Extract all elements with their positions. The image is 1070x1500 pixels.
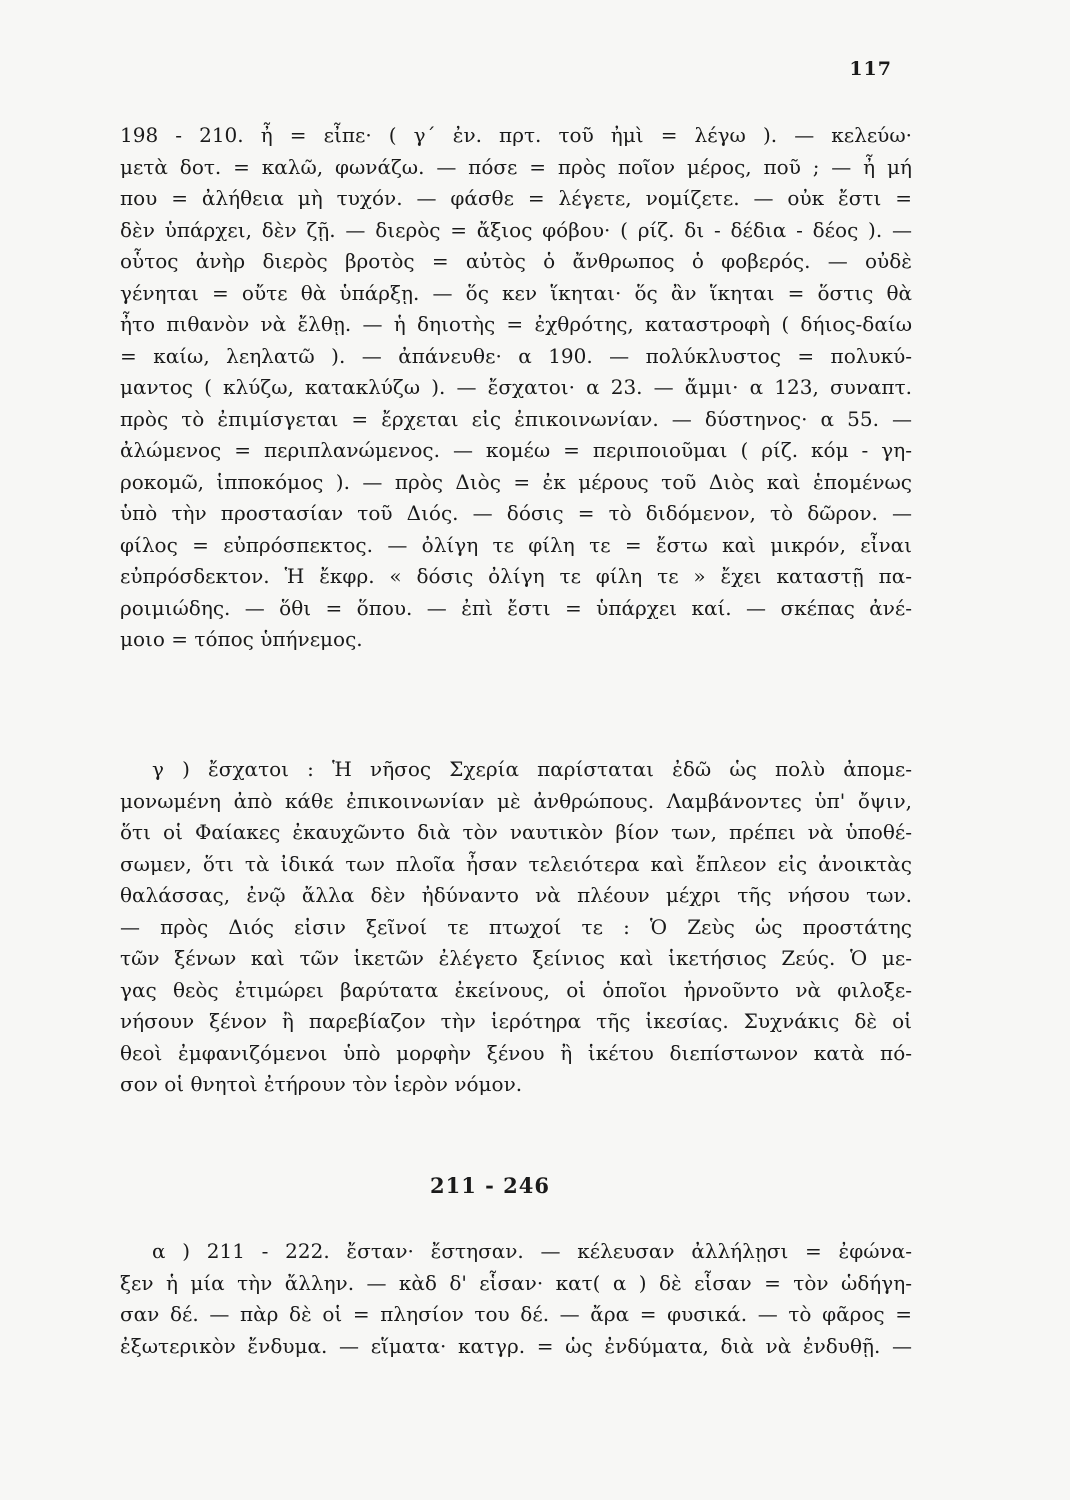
text-line: θεοὶ ἐμφανιζόμενοι ὑπὸ μορφὴν ξένου ἢ ἱκέτου διεπίστωνον κατὰ πό- — [120, 1040, 912, 1065]
text-line: μαντος ( κλύζω, κατακλύζω ). — ἔσχατοι· α 23. — ἄμμι· α 123, συναπτ. — [120, 375, 912, 399]
text-line: ροκομῶ, ἱπποκόμος ). — πρὸς Διὸς = ἐκ μέρους τοῦ Διὸς καὶ ἑπομένως — [120, 469, 912, 494]
text-line: δὲν ὑπάρχει, δὲν ζῇ. — διερὸς = ἄξιος φόβου· ( ρίζ. δι - δέδια - δέος ). — — [120, 217, 912, 242]
text-line: ὑπὸ τὴν προστασίαν τοῦ Διός. — δόσις = τὸ διδόμενον, τὸ δῶρον. — — [120, 501, 912, 525]
commentary-198-210 — [120, 120, 912, 656]
text-line: σον οἱ θνητοὶ ἐτήρουν τὸν ἱερὸν νόμον. — [120, 1072, 523, 1096]
text-line: νήσουν ξένον ἢ παρεβίαζον τὴν ἱερότηρα τῆς ἱκεσίας. Συχνάκις δὲ οἱ — [120, 1009, 912, 1033]
page-number: 117 — [849, 58, 892, 80]
text-line: — πρὸς Διός εἰσιν ξεῖνοί τε πτωχοί τε : Ὁ Ζεὺς ὡς προστάτης — [120, 914, 912, 939]
text-line: α ) 211 - 222. ἔσταν· ἔστησαν. — κέλευσαν ἀλλήλῃσι = ἐφώνα- — [152, 1239, 912, 1263]
text-line: μοιο = τόπος ὑπήνεμος. — [120, 627, 363, 651]
text-line: γένηται = οὔτε θὰ ὑπάρξῃ. — ὅς κεν ἵκηται· ὅς ἂν ἵκηται = ὅστις θὰ — [120, 280, 912, 305]
text-line: ξεν ἡ μία τὴν ἄλλην. — κὰδ δ' εἷσαν· κατ( α ) δὲ εἷσαν = τὸν ὡδήγη- — [120, 1270, 912, 1295]
text-line: 198 - 210. ἦ = εἶπε· ( γ΄ ἐν. πρτ. τοῦ ἠμὶ = λέγω ). — κελεύω· — [120, 123, 912, 147]
commentary-gamma — [120, 754, 912, 1101]
text-line: γας θεὸς ἐτιμώρει βαρύτατα ἐκείνους, οἱ ὁποῖοι ἠρνοῦντο νὰ φιλοξε- — [120, 977, 912, 1002]
text-line: τῶν ξένων καὶ τῶν ἱκετῶν ἐλέγετο ξείνιος καὶ ἱκετήσιος Ζεύς. Ὁ με- — [120, 946, 912, 970]
text-line: μετὰ δοτ. = καλῶ, φωνάζω. — πόσε = πρὸς ποῖον μέρος, ποῦ ; — ἦ μή — [120, 154, 912, 179]
text-line: πρὸς τὸ ἐπιμίσγεται = ἔρχεται εἰς ἐπικοινωνίαν. — δύστηνος· α 55. — — [120, 406, 912, 431]
commentary-211-222 — [120, 1236, 912, 1362]
text-line: ἀλώμενος = περιπλανώμενος. — κομέω = περιποιοῦμαι ( ρίζ. κόμ - γη- — [120, 438, 912, 462]
text-line: ὅτι οἱ Φαίακες ἐκαυχῶντο διὰ τὸν ναυτικὸν βίον των, πρέπει νὰ ὑποθέ- — [120, 820, 912, 844]
text-line: = καίω, λεηλατῶ ). — ἀπάνευθε· α 190. — πολύκλυστος = πολυκύ- — [120, 343, 912, 368]
text-line: εὐπρόσδεκτον. Ἡ ἔκφρ. « δόσις ὀλίγη τε φίλη τε » ἔχει καταστῇ πα- — [120, 564, 912, 588]
text-line: ροιμιώδης. — ὅθι = ὅπου. — ἐπὶ ἔστι = ὑπάρχει καί. — σκέπας ἀνέ- — [120, 595, 912, 620]
text-line: γ ) ἔσχατοι : Ἡ νῆσος Σχερία παρίσταται ἐδῶ ὡς πολὺ ἀπομε- — [152, 757, 912, 781]
text-line: οὗτος ἀνὴρ διερὸς βροτὸς = αὐτὸς ὁ ἄνθρωπος ὁ φοβερός. — οὐδὲ — [120, 249, 912, 273]
text-line: σαν δέ. — πὰρ δὲ οἱ = πλησίον του δέ. — ἄρα = φυσικά. — τὸ φᾶρος = — [120, 1302, 912, 1326]
text-line: που = ἀλήθεια μὴ τυχόν. — φάσθε = λέγετε, νομίζετε. — οὐκ ἔστι = — [120, 186, 912, 210]
text-line: σωμεν, ὅτι τὰ ἰδικά των πλοῖα ἦσαν τελειότερα καὶ ἔπλεον εἰς ἀνοικτὰς — [120, 851, 912, 876]
section-heading: 211 - 246 — [429, 1173, 550, 1198]
text-line: ἦτο πιθανὸν νὰ ἔλθῃ. — ἡ δηιοτὴς = ἐχθρότης, καταστροφὴ ( δήιος-δαίω — [120, 312, 912, 336]
text-line: ἐξωτερικὸν ἔνδυμα. — εἵματα· κατγρ. = ὡς ἐνδύματα, διὰ νὰ ἐνδυθῇ. — — [120, 1333, 912, 1358]
text-line: θαλάσσας, ἐνῷ ἄλλα δὲν ἠδύναντο νὰ πλέουν μέχρι τῆς νήσου των. — [120, 883, 912, 907]
text-line: φίλος = εὐπρόσπεκτος. — ὀλίγη τε φίλη τε = ἔστω καὶ μικρόν, εἶναι — [120, 532, 912, 557]
text-line: μονωμένη ἀπὸ κάθε ἐπικοινωνίαν μὲ ἀνθρώπους. Λαμβάνοντες ὑπ' ὄψιν, — [120, 788, 912, 813]
